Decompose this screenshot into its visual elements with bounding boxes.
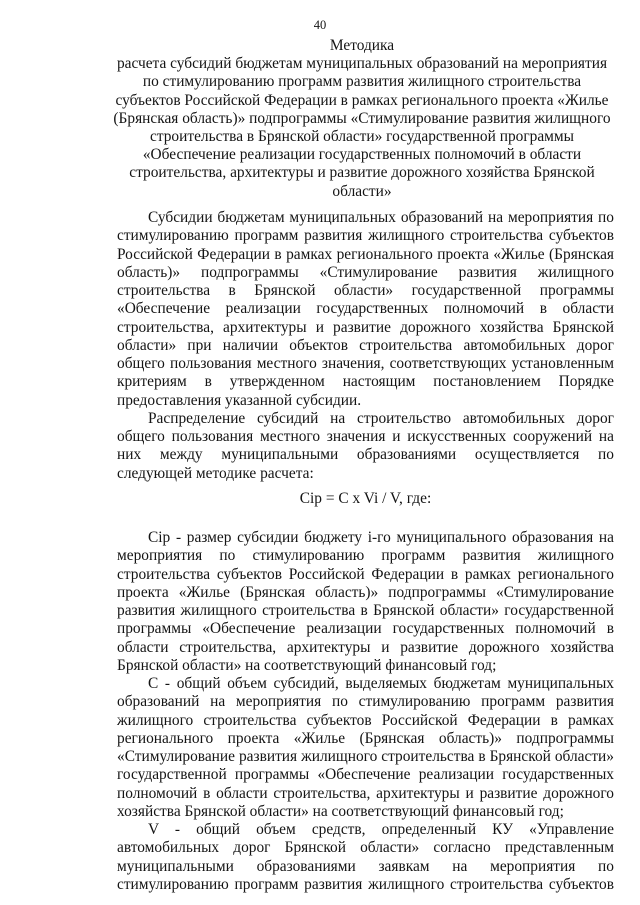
body-text [117,209,614,483]
document-heading [112,37,612,201]
formula: Сip = С x Vi / V, где: [299,490,432,507]
definition-c: С - общий объем субсидий, выделяемых бюджетам муниципальных образований на мероприятия по стимулированию программ развития жилищного строительства субъектов Российской Федерации в рамках регионального проекта «Жилье (Брянская область)» подпрограммы «Стимулирование развития жилищного строительства в Брянской области» государственной программы «Обеспечение реализации государственных полномочий в области строительства, архитектуры и развитие дорожного хозяйства Брянской области» на соответствующий финансовый год; [117,675,614,820]
definition-cip: Сip - размер субсидии бюджету i-го муниципального образования на мероприятия по стимулированию программ развития жилищного строительства субъектов Российской Федерации в рамках регионального проекта «Жилье (Брянская область)» подпрограммы «Стимулирование развития жилищного строительства в Брянской области» государственной программы «Обеспечение реализации государственных полномочий в области строительства, архитектуры и развитие дорожного хозяйства Брянской области» на соответствующий финансовый год; [117,529,614,674]
definition-v: V - общий объем средств, определенный КУ «Управление автомобильных дорог Брянской области» согласно представленным муниципальными образованиями заявкам на мероприятия по стимулированию программ развития жилищного строительства субъектов [117,821,614,893]
page-number: 40 [313,18,327,32]
paragraph-distribution: Распределение субсидий на строительство автомобильных дорог общего пользования местного значения и искусственных сооружений на них между муниципальными образованиями осуществляется по следующей методике расчета: [117,409,614,482]
definitions [117,529,614,894]
paragraph-subsidies: Субсидии бюджетам муниципальных образований на мероприятия по стимулированию программ развития жилищного строительства субъектов Российской Федерации в рамках регионального проекта «Жилье (Брянская область)» подпрограммы «Стимулирование развития жилищного строительства в Брянской области» государственной программы «Обеспечение реализации государственных полномочий в области строительства, архитектуры и развитие дорожного хозяйства Брянской области» при наличии объектов строительства автомобильных дорог общего пользования местного значения, соответствующих установленным критериям в утвержденном настоящим постановлением Порядке предоставления указанной субсидии. [117,209,614,409]
document-subtitle: расчета субсидий бюджетам муниципальных образований на мероприятия по стимулированию программ развития жилищного строительства субъектов Российской Федерации в рамках регионального проекта «Жилье (Брянская область)» подпрограммы «Стимулирование развития жилищного строительства в Брянской области» государственной программы «Обеспечение реализации государственных полномочий в области строительства, архитектуры и развитие дорожного хозяйства Брянской области» [113,55,611,200]
document-title: Методика [329,37,395,54]
